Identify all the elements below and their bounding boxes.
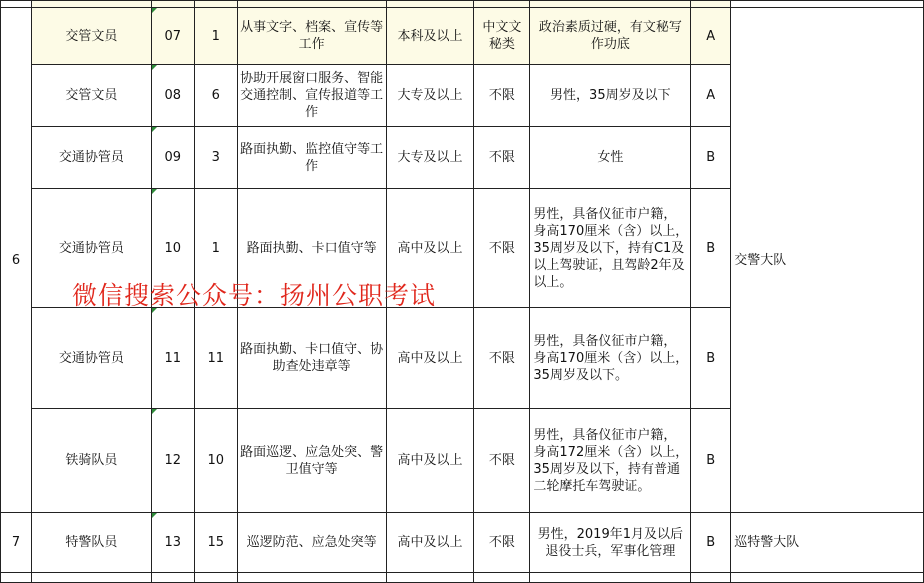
major-cell: 不限	[474, 65, 530, 127]
duty-cell: 路面执勤、卡口值守、协助查处违章等	[237, 308, 386, 409]
department-cell: 交警大队	[731, 8, 924, 513]
requirements-cell: 男性，具备仪征市户籍，身高170厘米（含）以上，35周岁及以下。	[530, 308, 691, 409]
major-cell: 不限	[474, 127, 530, 189]
requirements-cell: 男性，具备仪征市户籍，身高172厘米（含）以上，35周岁及以下，持有普通二轮摩托车驾驶证。	[530, 409, 691, 513]
requirements-cell: 男性，具备仪征市户籍，身高170厘米（含）以上，35周岁及以下，持有C1及以上驾驶证，且驾龄2年及以上。	[530, 189, 691, 308]
duty-cell: 路面巡逻、应急处突、警卫值守等	[237, 409, 386, 513]
education-cell: 高中及以上	[386, 409, 474, 513]
position-cell: 交管文员	[31, 8, 151, 65]
education-cell: 本科及以上	[386, 8, 474, 65]
code-cell: 08	[151, 65, 194, 127]
count-cell: 1	[194, 8, 237, 65]
table-row	[1, 8, 924, 65]
count-cell: 1	[194, 189, 237, 308]
major-cell: 中文文秘类	[474, 8, 530, 65]
count-cell: 10	[194, 409, 237, 513]
category-cell: B	[691, 409, 731, 513]
position-cell: 交通协管员	[31, 189, 151, 308]
position-cell: 交管文员	[31, 65, 151, 127]
duty-cell: 从事文字、档案、宣传等工作	[237, 8, 386, 65]
duty-cell: 路面执勤、监控值守等工作	[237, 127, 386, 189]
category-cell: A	[691, 65, 731, 127]
requirements-cell: 女性	[530, 127, 691, 189]
department-cell: 巡特警大队	[731, 513, 924, 573]
group-index-cell: 7	[1, 513, 32, 573]
count-cell: 6	[194, 65, 237, 127]
requirements-cell: 男性，2019年1月及以后退役士兵，军事化管理	[530, 513, 691, 573]
category-cell: B	[691, 513, 731, 573]
code-cell: 13	[151, 513, 194, 573]
position-cell: 交通协管员	[31, 308, 151, 409]
category-cell: B	[691, 189, 731, 308]
watermark-text: 微信搜索公众号：扬州公职考试	[72, 281, 437, 310]
requirements-cell: 男性，35周岁及以下	[530, 65, 691, 127]
count-cell: 15	[194, 513, 237, 573]
table-row-partial-bottom	[1, 573, 924, 583]
major-cell: 不限	[474, 513, 530, 573]
education-cell: 高中及以上	[386, 308, 474, 409]
major-cell: 不限	[474, 189, 530, 308]
group-index-cell: 6	[1, 8, 32, 513]
position-cell: 铁骑队员	[31, 409, 151, 513]
education-cell: 高中及以上	[386, 513, 474, 573]
category-cell: A	[691, 8, 731, 65]
count-cell: 3	[194, 127, 237, 189]
major-cell: 不限	[474, 409, 530, 513]
count-cell: 11	[194, 308, 237, 409]
category-cell: B	[691, 308, 731, 409]
duty-cell: 巡逻防范、应急处突等	[237, 513, 386, 573]
table-row-partial-top	[1, 1, 924, 8]
code-cell: 12	[151, 409, 194, 513]
education-cell: 大专及以上	[386, 65, 474, 127]
duty-cell: 协助开展窗口服务、智能交通控制、宣传报道等工作	[237, 65, 386, 127]
code-cell: 11	[151, 308, 194, 409]
duty-cell: 路面执勤、卡口值守等	[237, 189, 386, 308]
education-cell: 大专及以上	[386, 127, 474, 189]
requirements-cell: 政治素质过硬，有文秘写作功底	[530, 8, 691, 65]
code-cell: 10	[151, 189, 194, 308]
position-cell: 交通协管员	[31, 127, 151, 189]
category-cell: B	[691, 127, 731, 189]
education-cell: 高中及以上	[386, 189, 474, 308]
position-cell: 特警队员	[31, 513, 151, 573]
table-row	[1, 513, 924, 573]
code-cell: 09	[151, 127, 194, 189]
code-cell: 07	[151, 8, 194, 65]
major-cell: 不限	[474, 308, 530, 409]
